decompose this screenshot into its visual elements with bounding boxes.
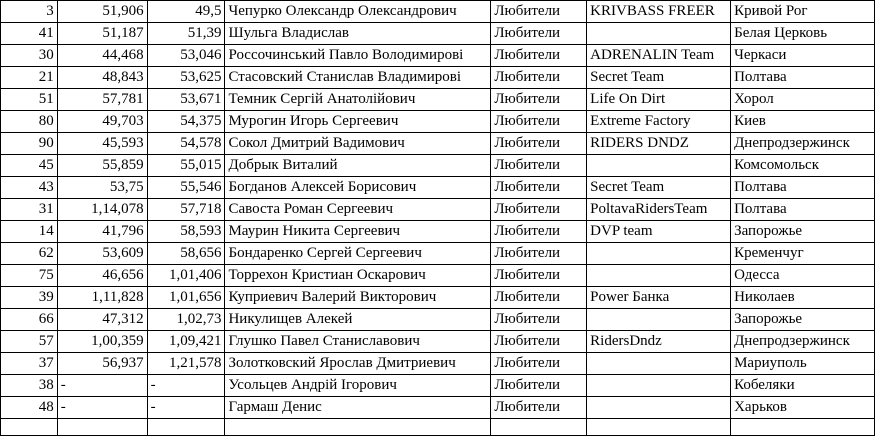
cell-time-2[interactable]: 49,5 — [147, 1, 225, 23]
table-row — [1, 221, 875, 243]
cell-rider-name[interactable]: Усольцев Андрій Ігорович — [225, 375, 491, 397]
cell-rider-name[interactable]: Маурин Никита Сергеевич — [225, 221, 491, 243]
cell-team[interactable] — [587, 243, 731, 265]
cell-team[interactable] — [587, 309, 731, 331]
cell-rider-name[interactable]: Бондаренко Сергей Сергеевич — [225, 243, 491, 265]
cell-time-2[interactable]: - — [147, 397, 225, 419]
cell-category[interactable]: Любители — [491, 353, 587, 375]
cell-category[interactable]: Любители — [491, 23, 587, 45]
table-row — [1, 309, 875, 331]
cell-team[interactable] — [587, 23, 731, 45]
cell-category[interactable] — [491, 419, 587, 436]
cell-number[interactable]: 38 — [1, 375, 58, 397]
cell-time-2[interactable] — [147, 419, 225, 436]
cell-category[interactable]: Любители — [491, 397, 587, 419]
cell-time-1[interactable]: 46,656 — [57, 265, 147, 287]
cell-time-2[interactable]: 58,656 — [147, 243, 225, 265]
table-row — [1, 397, 875, 419]
cell-number[interactable]: 21 — [1, 67, 58, 89]
cell-number[interactable]: 37 — [1, 353, 58, 375]
cell-time-2[interactable]: 53,625 — [147, 67, 225, 89]
cell-city[interactable]: Днепродзержинск — [731, 133, 875, 155]
cell-team[interactable] — [587, 419, 731, 436]
cell-city[interactable]: Комсомольск — [731, 155, 875, 177]
cell-city[interactable]: Полтава — [731, 67, 875, 89]
cell-time-2[interactable]: - — [147, 375, 225, 397]
cell-city[interactable]: Киев — [731, 111, 875, 133]
cell-time-1[interactable]: 44,468 — [57, 45, 147, 67]
table-row — [1, 1, 875, 23]
cell-team[interactable]: Secret Team — [587, 67, 731, 89]
cell-team[interactable] — [587, 353, 731, 375]
cell-category[interactable]: Любители — [491, 309, 587, 331]
cell-number[interactable]: 90 — [1, 133, 58, 155]
cell-rider-name[interactable]: Сокол Дмитрий Вадимович — [225, 133, 491, 155]
cell-number[interactable]: 41 — [1, 23, 58, 45]
cell-time-2[interactable]: 58,593 — [147, 221, 225, 243]
cell-rider-name[interactable]: Глушко Павел Станиславович — [225, 331, 491, 353]
cell-category[interactable]: Любители — [491, 177, 587, 199]
table-row — [1, 23, 875, 45]
cell-city[interactable]: Черкаси — [731, 45, 875, 67]
cell-number[interactable] — [1, 419, 58, 436]
cell-city[interactable]: Запорожье — [731, 221, 875, 243]
table-row — [1, 111, 875, 133]
cell-rider-name[interactable]: Темник Сергій Анатолійович — [225, 89, 491, 111]
cell-number[interactable]: 45 — [1, 155, 58, 177]
cell-time-1[interactable]: 57,781 — [57, 89, 147, 111]
cell-time-1[interactable]: 51,906 — [57, 1, 147, 23]
table-row — [1, 177, 875, 199]
cell-category[interactable]: Любители — [491, 221, 587, 243]
cell-time-2[interactable]: 57,718 — [147, 199, 225, 221]
cell-time-1[interactable]: - — [57, 397, 147, 419]
cell-time-2[interactable]: 1,02,73 — [147, 309, 225, 331]
table-body — [1, 1, 875, 436]
cell-category[interactable]: Любители — [491, 1, 587, 23]
cell-number[interactable]: 43 — [1, 177, 58, 199]
cell-category[interactable]: Любители — [491, 199, 587, 221]
cell-city[interactable]: Мариуполь — [731, 353, 875, 375]
cell-city[interactable]: Хорол — [731, 89, 875, 111]
cell-time-2[interactable]: 1,09,421 — [147, 331, 225, 353]
cell-time-1[interactable]: 51,187 — [57, 23, 147, 45]
cell-time-1[interactable]: 55,859 — [57, 155, 147, 177]
cell-time-1[interactable]: 56,937 — [57, 353, 147, 375]
cell-category[interactable]: Любители — [491, 133, 587, 155]
cell-time-2[interactable]: 54,578 — [147, 133, 225, 155]
cell-number[interactable]: 39 — [1, 287, 58, 309]
cell-rider-name[interactable]: Гармаш Денис — [225, 397, 491, 419]
table-row — [1, 375, 875, 397]
cell-time-2[interactable]: 54,375 — [147, 111, 225, 133]
cell-category[interactable]: Любители — [491, 67, 587, 89]
cell-city[interactable]: Кривой Рог — [731, 1, 875, 23]
cell-rider-name[interactable]: Никулищев Алекей — [225, 309, 491, 331]
cell-time-2[interactable]: 53,046 — [147, 45, 225, 67]
cell-team[interactable]: Power Банка — [587, 287, 731, 309]
cell-number[interactable]: 57 — [1, 331, 58, 353]
cell-city[interactable]: Кременчуг — [731, 243, 875, 265]
cell-number[interactable]: 3 — [1, 1, 58, 23]
cell-team[interactable]: RIDERS DNDZ — [587, 133, 731, 155]
cell-time-1[interactable]: 53,609 — [57, 243, 147, 265]
cell-rider-name[interactable] — [225, 419, 491, 436]
table-row — [1, 67, 875, 89]
cell-category[interactable]: Любители — [491, 287, 587, 309]
cell-rider-name[interactable]: Шульга Владислав — [225, 23, 491, 45]
cell-time-2[interactable]: 1,01,406 — [147, 265, 225, 287]
table-row — [1, 199, 875, 221]
cell-city[interactable] — [731, 419, 875, 436]
cell-category[interactable]: Любители — [491, 375, 587, 397]
cell-time-2[interactable]: 51,39 — [147, 23, 225, 45]
cell-rider-name[interactable]: Россочинський Павло Володимирові — [225, 45, 491, 67]
cell-city[interactable]: Николаев — [731, 287, 875, 309]
cell-rider-name[interactable]: Золотковский Ярослав Дмитриевич — [225, 353, 491, 375]
cell-city[interactable]: Белая Церковь — [731, 23, 875, 45]
cell-team[interactable] — [587, 265, 731, 287]
cell-category[interactable]: Любители — [491, 331, 587, 353]
cell-time-2[interactable]: 55,015 — [147, 155, 225, 177]
cell-team[interactable]: Secret Team — [587, 177, 731, 199]
cell-category[interactable]: Любители — [491, 265, 587, 287]
cell-time-2[interactable]: 1,21,578 — [147, 353, 225, 375]
cell-time-2[interactable]: 53,671 — [147, 89, 225, 111]
cell-team[interactable]: RidersDndz — [587, 331, 731, 353]
cell-team[interactable]: Extreme Factory — [587, 111, 731, 133]
cell-rider-name[interactable]: Стасовский Станислав Владимирові — [225, 67, 491, 89]
cell-number[interactable]: 14 — [1, 221, 58, 243]
cell-time-2[interactable]: 55,546 — [147, 177, 225, 199]
cell-category[interactable]: Любители — [491, 45, 587, 67]
table-row — [1, 45, 875, 67]
cell-team[interactable]: PoltavaRidersTeam — [587, 199, 731, 221]
cell-number[interactable]: 66 — [1, 309, 58, 331]
cell-city[interactable]: Полтава — [731, 177, 875, 199]
table-row — [1, 133, 875, 155]
cell-rider-name[interactable]: Чепурко Олександр Олександрович — [225, 1, 491, 23]
table-row — [1, 265, 875, 287]
cell-time-1[interactable]: 53,75 — [57, 177, 147, 199]
cell-team[interactable]: Life On Dirt — [587, 89, 731, 111]
cell-time-1[interactable]: - — [57, 375, 147, 397]
cell-time-1[interactable]: 1,11,828 — [57, 287, 147, 309]
cell-category[interactable]: Любители — [491, 111, 587, 133]
cell-number[interactable]: 31 — [1, 199, 58, 221]
cell-city[interactable]: Харьков — [731, 397, 875, 419]
cell-time-1[interactable]: 41,796 — [57, 221, 147, 243]
table-row — [1, 243, 875, 265]
cell-category[interactable]: Любители — [491, 89, 587, 111]
cell-time-1[interactable]: 47,312 — [57, 309, 147, 331]
cell-team[interactable] — [587, 397, 731, 419]
cell-time-1[interactable]: 49,703 — [57, 111, 147, 133]
cell-number[interactable]: 51 — [1, 89, 58, 111]
cell-city[interactable]: Запорожье — [731, 309, 875, 331]
cell-city[interactable]: Кобеляки — [731, 375, 875, 397]
cell-category[interactable]: Любители — [491, 155, 587, 177]
cell-number[interactable]: 75 — [1, 265, 58, 287]
cell-team[interactable]: DVP team — [587, 221, 731, 243]
cell-team[interactable] — [587, 155, 731, 177]
table-row — [1, 331, 875, 353]
cell-team[interactable]: ADRENALIN Team — [587, 45, 731, 67]
table-row — [1, 287, 875, 309]
table-row — [1, 155, 875, 177]
cell-rider-name[interactable]: Торрехон Кристиан Оскарович — [225, 265, 491, 287]
cell-number[interactable]: 62 — [1, 243, 58, 265]
cell-rider-name[interactable]: Куприевич Валерий Викторович — [225, 287, 491, 309]
cell-time-1[interactable] — [57, 419, 147, 436]
cell-number[interactable]: 30 — [1, 45, 58, 67]
table-row — [1, 89, 875, 111]
cell-time-1[interactable]: 48,843 — [57, 67, 147, 89]
cell-time-1[interactable]: 1,14,078 — [57, 199, 147, 221]
cell-category[interactable]: Любители — [491, 243, 587, 265]
table-row — [1, 353, 875, 375]
cell-rider-name[interactable]: Добрык Виталий — [225, 155, 491, 177]
cell-number[interactable]: 48 — [1, 397, 58, 419]
cell-city[interactable]: Днепродзержинск — [731, 331, 875, 353]
cell-city[interactable]: Одесса — [731, 265, 875, 287]
cell-rider-name[interactable]: Богданов Алексей Борисович — [225, 177, 491, 199]
cell-rider-name[interactable]: Савоста Роман Сергеевич — [225, 199, 491, 221]
cell-time-1[interactable]: 1,00,359 — [57, 331, 147, 353]
cell-city[interactable]: Полтава — [731, 199, 875, 221]
cell-team[interactable] — [587, 375, 731, 397]
cell-number[interactable]: 80 — [1, 111, 58, 133]
cell-team[interactable]: KRIVBASS FREER — [587, 1, 731, 23]
cell-rider-name[interactable]: Мурогин Игорь Сергеевич — [225, 111, 491, 133]
cell-time-1[interactable]: 45,593 — [57, 133, 147, 155]
cell-time-2[interactable]: 1,01,656 — [147, 287, 225, 309]
table-row — [1, 419, 875, 436]
